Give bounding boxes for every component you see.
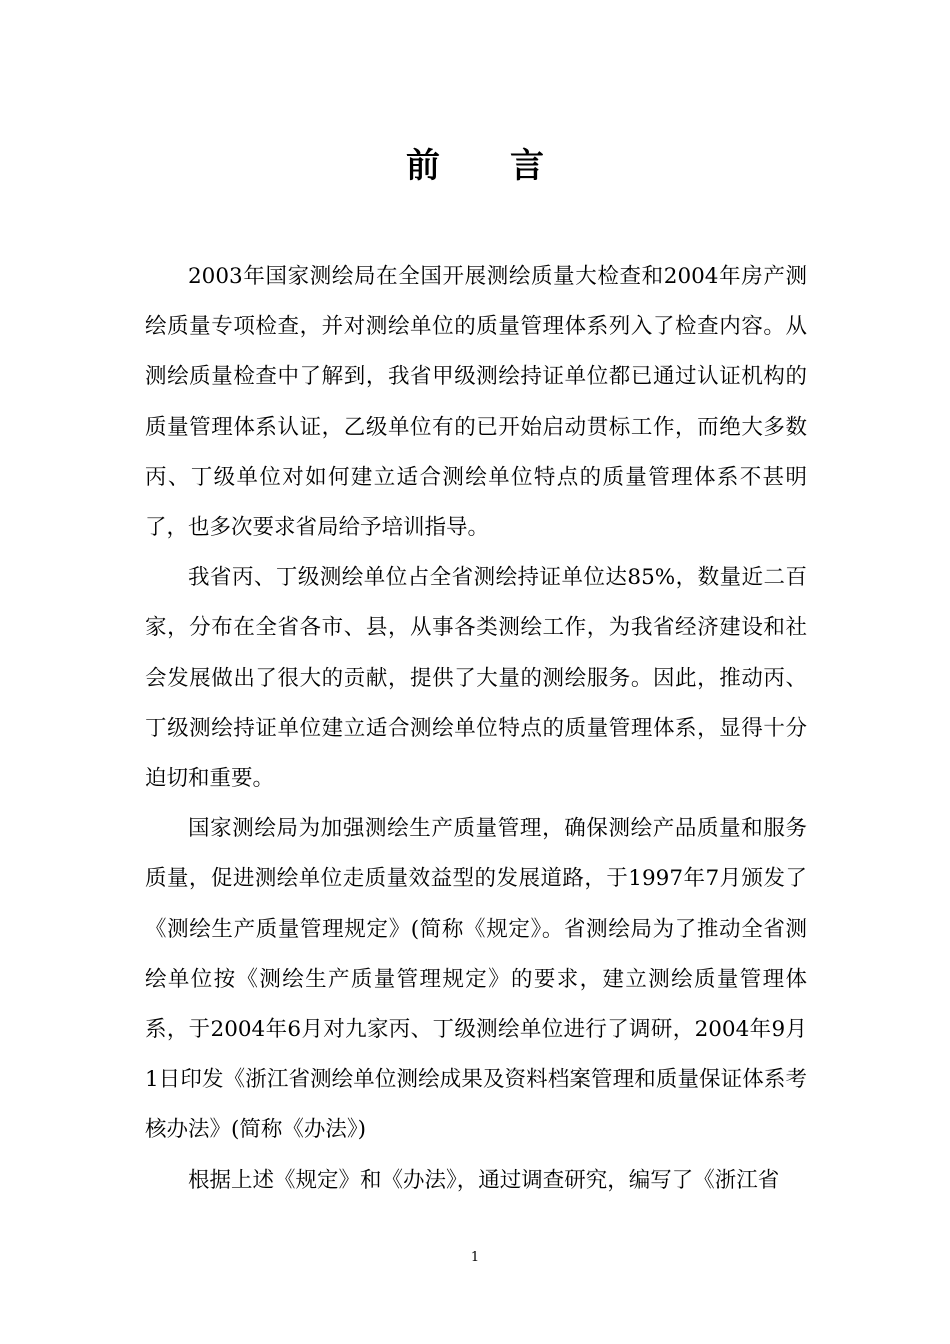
paragraph: 2003年国家测绘局在全国开展测绘质量大检查和2004年房产测绘质量专项检查，并对测绘单位的质量管理体系列入了检查内容。从测绘质量检查中了解到，我省甲级测绘持证单位都已通过认证机构的质量管理体系认证，乙级单位有的已开始启动贯标工作，而绝大多数丙、丁级单位对如何建立适合测绘单位特点的质量管理体系不甚明了，也多次要求省局给予培训指导。 xyxy=(145,264,807,541)
page-number: 1 xyxy=(470,1250,480,1265)
paragraph: 我省丙、丁级测绘单位占全省测绘持证单位达85%，数量近二百家，分布在全省各市、县，从事各类测绘工作，为我省经济建设和社会发展做出了很大的贡献，提供了大量的测绘服务。因此，推动丙、丁级测绘持证单位建立适合测绘单位特点的质量管理体系，显得十分迫切和重要。 xyxy=(145,565,807,792)
body-text xyxy=(145,252,807,1206)
paragraph: 国家测绘局为加强测绘生产质量管理，确保测绘产品质量和服务质量，促进测绘单位走质量效益型的发展道路，于1997年7月颁发了《测绘生产质量管理规定》(简称《规定》。省测绘局为了推动全省测绘单位按《测绘生产质量管理规定》的要求，建立测绘质量管理体系，于2004年6月对九家丙、丁级测绘单位进行了调研，2004年9月1日印发《浙江省测绘单位测绘成果及资料档案管理和质量保证体系考核办法》(简称《办法》) xyxy=(145,816,807,1143)
page-title: 前言 xyxy=(406,146,614,186)
paragraph: 根据上述《规定》和《办法》，通过调查研究，编写了《浙江省 xyxy=(188,1167,780,1193)
